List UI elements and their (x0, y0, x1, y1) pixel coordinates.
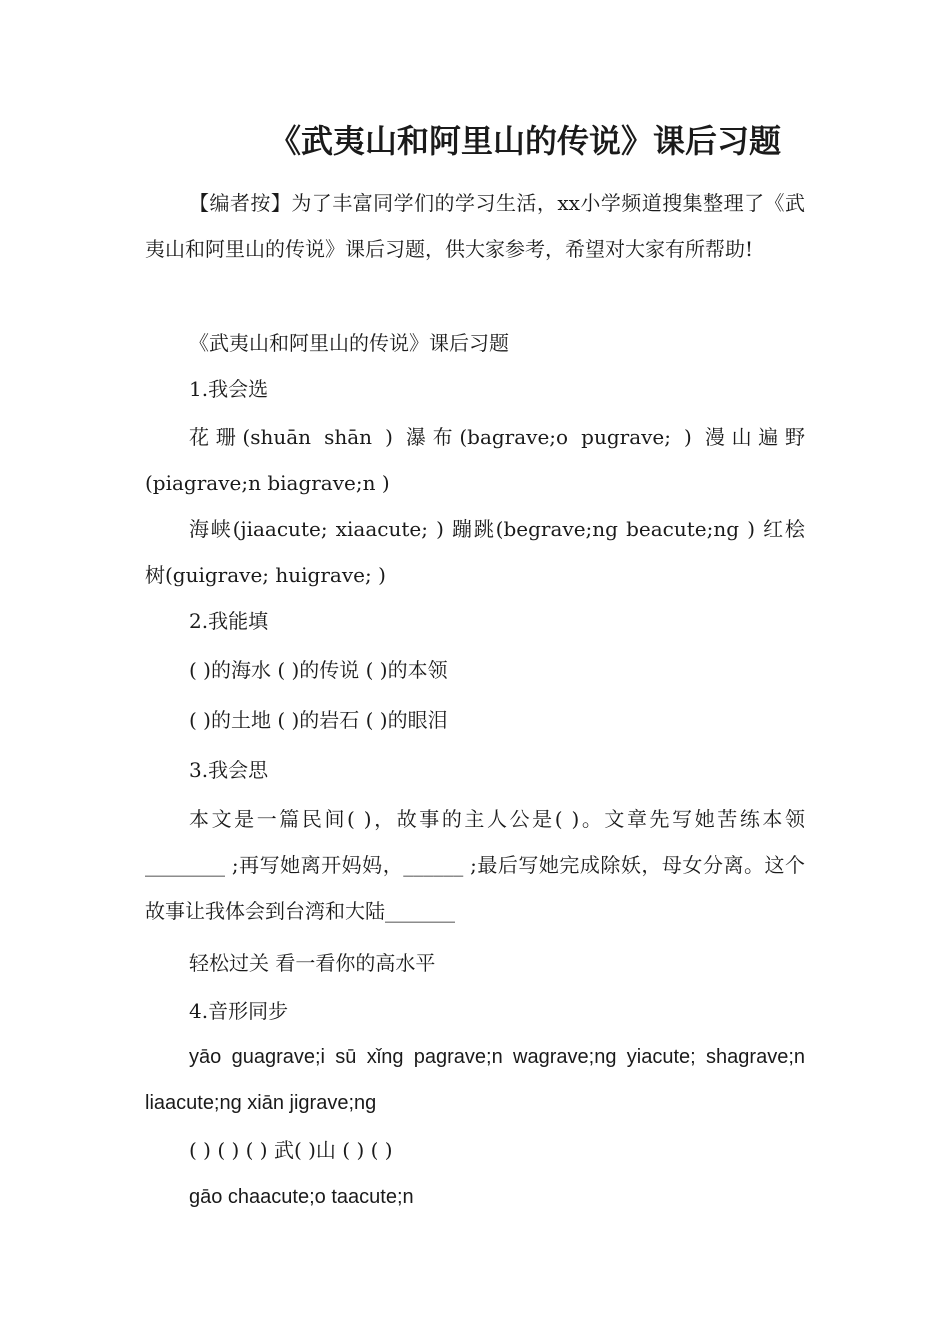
question-4-heading: 4.音形同步 (189, 999, 289, 1023)
document-title: 《武夷山和阿里山的传说》课后习题 (268, 122, 781, 160)
section-heading: 《武夷山和阿里山的传说》课后习题 (189, 331, 509, 355)
question-3-text: 本文是一篇民间( )，故事的主人公是( )。文章先写她苦练本领________ ;再写她离开妈妈，______ ;最后写她完成除妖，母女分离。这个故事让我体会到台湾和大陆_______ (145, 807, 805, 923)
pinyin-line-1: yāo guagrave;i sū xǐng pagrave;n wagrave;ng yiacute; shagrave;n liaacute;ng xiān jigrave;ng (145, 1046, 805, 1114)
question-1-heading: 1.我会选 (189, 377, 269, 401)
blanks-line: ( ) ( ) ( ) 武( )山 ( ) ( ) (189, 1138, 393, 1162)
question-2-line-2: ( )的土地 ( )的岩石 ( )的眼泪 (189, 708, 448, 732)
question-1-line-1: 花珊(shuān shān ) 瀑布(bagrave;o pugrave; ) 漫山遍野(piagrave;n biagrave;n ) (145, 425, 805, 495)
editor-note-paragraph: 【编者按】为了丰富同学们的学习生活，xx小学频道搜集整理了《武夷山和阿里山的传说》课后习题，供大家参考，希望对大家有所帮助! (145, 191, 805, 261)
question-3-heading: 3.我会思 (189, 758, 269, 782)
question-2-heading: 2.我能填 (189, 609, 269, 633)
section-subheading: 轻松过关 看一看你的高水平 (189, 951, 436, 975)
question-1-line-2: 海峡(jiaacute; xiaacute; ) 蹦跳(begrave;ng beacute;ng ) 红桧树(guigrave; huigrave; ) (145, 517, 805, 587)
pinyin-line-2: gāo chaacute;o taacute;n (189, 1186, 414, 1208)
question-2-line-1: ( )的海水 ( )的传说 ( )的本领 (189, 658, 448, 682)
